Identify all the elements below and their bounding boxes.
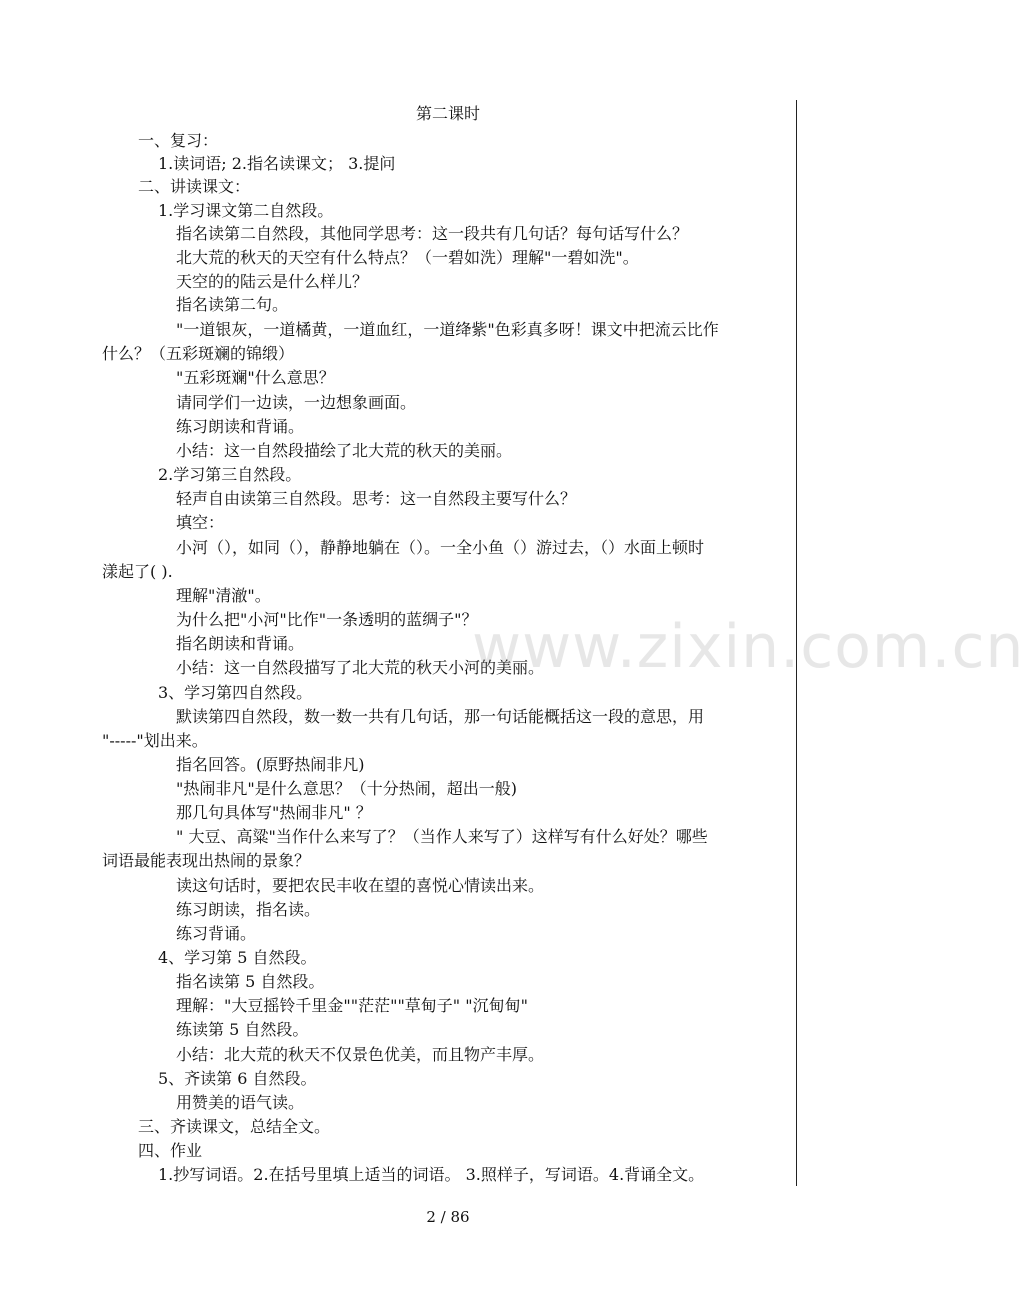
text-line: 北大荒的秋天的天空有什么特点？（一碧如洗）理解"一碧如洗"。 <box>176 248 639 267</box>
subsection-heading: 4、学习第 5 自然段。 <box>158 948 317 967</box>
text-line: 小结：这一自然段描写了北大荒的秋天小河的美丽。 <box>176 658 545 677</box>
text-line: 练习背诵。 <box>176 924 257 943</box>
text-line: 轻声自由读第三自然段。思考：这一自然段主要写什么？ <box>176 489 577 508</box>
subsection-heading: 1.学习课文第二自然段。 <box>158 201 334 220</box>
text-line: 填空： <box>176 513 225 532</box>
subsection-heading: 2.学习第三自然段。 <box>158 465 302 484</box>
subsection-heading: 3、学习第四自然段。 <box>158 683 313 702</box>
section-heading: 一、复习： <box>138 131 219 150</box>
text-line: 练读第 5 自然段。 <box>176 1020 309 1039</box>
text-line: 1.读词语; 2.指名读课文； 3.提问 <box>158 154 396 173</box>
text-line: 小结：北大荒的秋天不仅景色优美，而且物产丰厚。 <box>176 1045 545 1064</box>
text-line: 默读第四自然段，数一数一共有几句话，那一句话能概括这一段的意思，用 <box>176 707 705 726</box>
page-title: 第二课时 <box>415 104 480 123</box>
text-line: 练习朗读和背诵。 <box>176 417 305 436</box>
text-line: "五彩斑斓"什么意思？ <box>176 368 335 387</box>
text-line: 请同学们一边读，一边想象画面。 <box>176 393 417 412</box>
text-line: 理解："大豆摇铃千里金""茫茫""草甸子" "沉甸甸" <box>176 996 528 1015</box>
text-line: 小河（），如同（），静静地躺在（）。一全小鱼（）游过去，（）水面上顿时 <box>176 538 705 557</box>
text-line: 指名读第 5 自然段。 <box>176 972 325 991</box>
text-line: 漾起了( ). <box>102 562 173 581</box>
text-line: 那几句具体写"热闹非凡" ？ <box>176 803 372 822</box>
text-line: 指名读第二自然段，其他同学思考：这一段共有几句话？每句话写什么？ <box>176 224 689 243</box>
text-line: 指名读第二句。 <box>176 295 289 314</box>
text-line: 练习朗读，指名读。 <box>176 900 321 919</box>
section-heading: 三、齐读课文，总结全文。 <box>138 1117 331 1136</box>
watermark: www.zixin.com.cn <box>472 612 1024 682</box>
text-line: 理解"清澈"。 <box>176 586 271 605</box>
text-line: 读这句话时，要把农民丰收在望的喜悦心情读出来。 <box>176 876 545 895</box>
text-line: 指名回答。(原野热闹非凡) <box>176 755 365 774</box>
section-heading: 二、讲读课文： <box>138 177 251 196</box>
text-line: " 大豆、高粱"当作什么来写了？（当作人来写了）这样写有什么好处？哪些 <box>176 827 708 846</box>
text-line: "-----"划出来。 <box>102 731 208 750</box>
section-heading: 四、作业 <box>138 1141 203 1160</box>
text-line: 小结：这一自然段描绘了北大荒的秋天的美丽。 <box>176 441 513 460</box>
text-line: "热闹非凡"是什么意思？（十分热闹，超出一般) <box>176 779 517 798</box>
text-line: 词语最能表现出热闹的景象？ <box>102 851 311 870</box>
text-line: 指名朗读和背诵。 <box>176 634 305 653</box>
text-line: 为什么把"小河"比作"一条透明的蓝绸子"？ <box>176 610 478 629</box>
text-line: 什么？（五彩斑斓的锦缎） <box>102 344 295 363</box>
subsection-heading: 5、齐读第 6 自然段。 <box>158 1069 317 1088</box>
text-line: 用赞美的语气读。 <box>176 1093 305 1112</box>
page-indicator: 2 / 86 <box>426 1208 470 1226</box>
text-line: "一道银灰，一道橘黄，一道血红，一道绛紫"色彩真多呀！课文中把流云比作 <box>176 320 719 339</box>
text-line: 1.抄写词语。2.在括号里填上适当的词语。 3.照样子，写词语。4.背诵全文。 <box>158 1165 705 1184</box>
text-line: 天空的的陆云是什么样儿？ <box>176 272 369 291</box>
